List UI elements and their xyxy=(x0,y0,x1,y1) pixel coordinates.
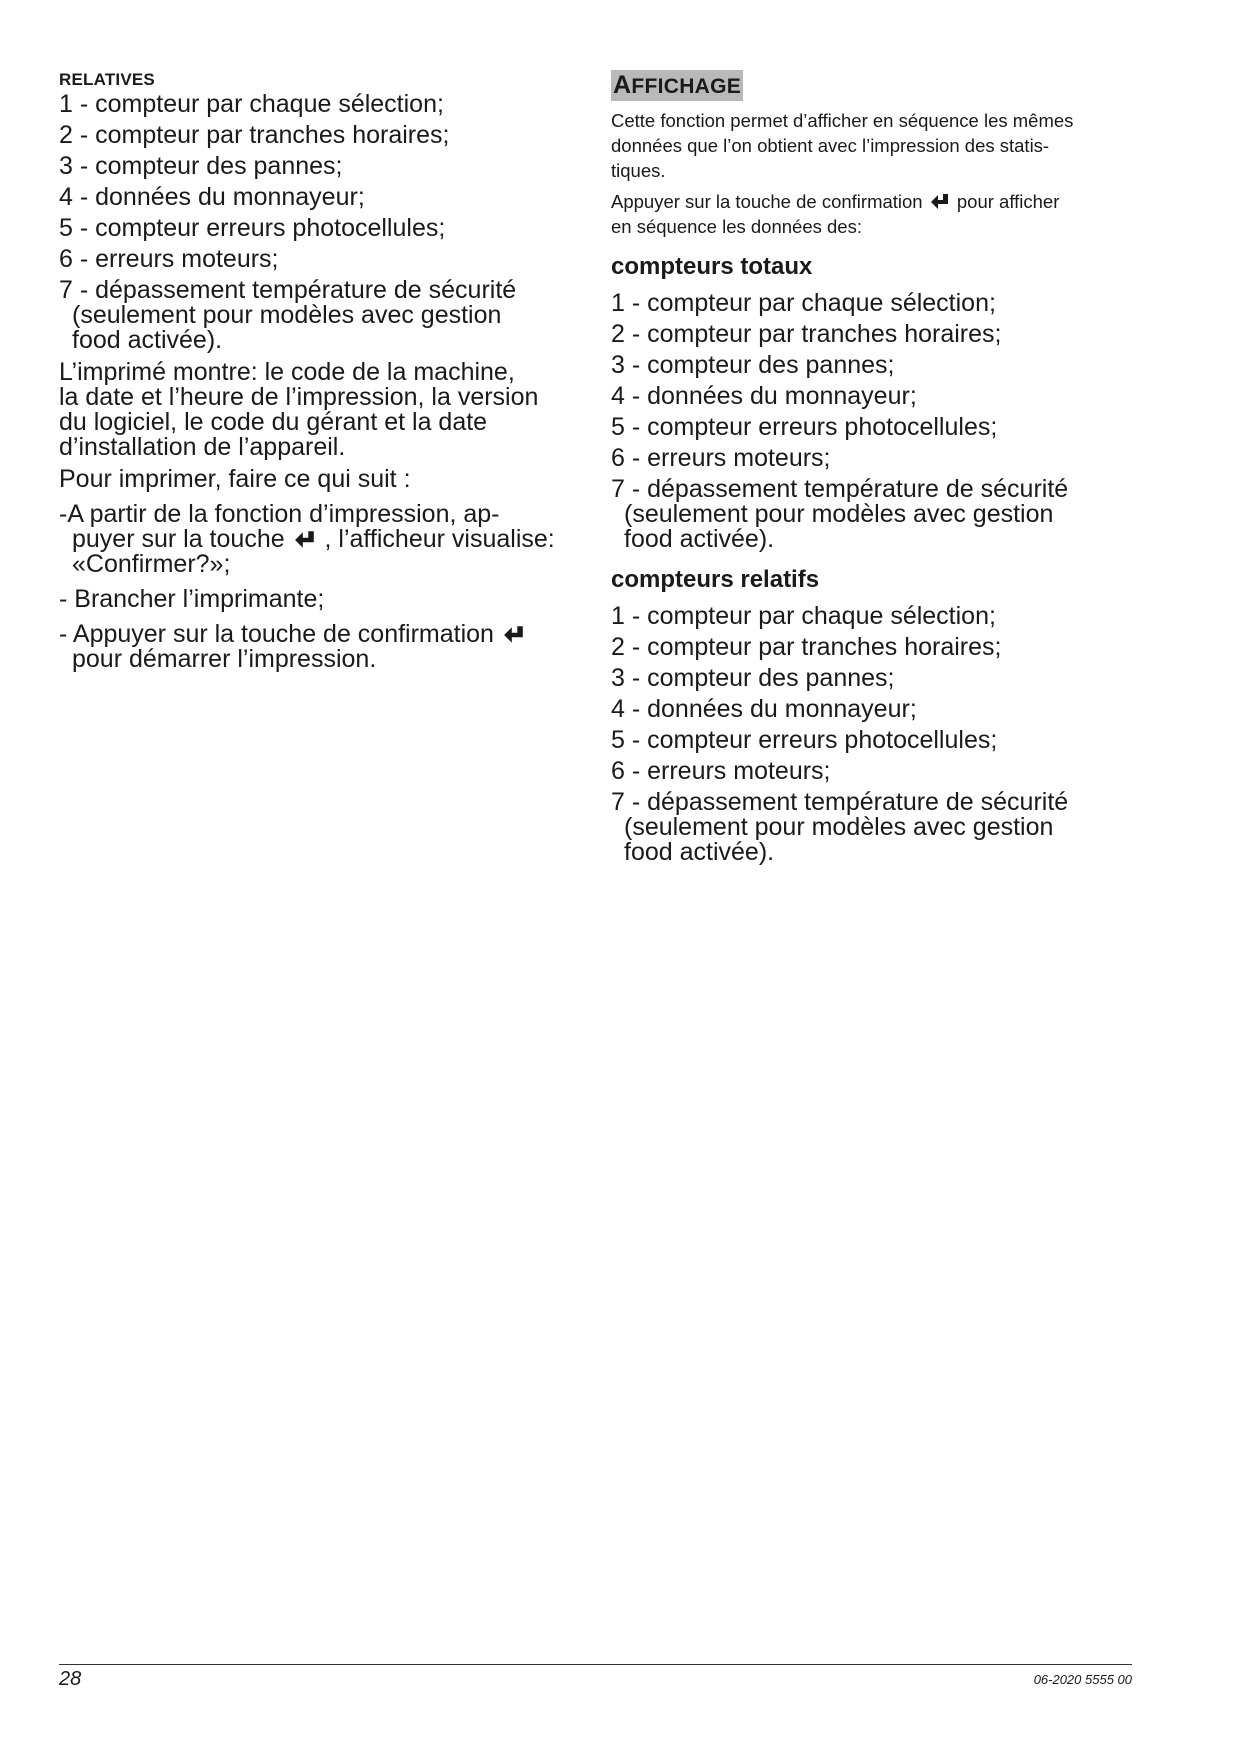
enter-key-icon xyxy=(503,625,525,645)
confirm-line2: en séquence les données des: xyxy=(611,216,862,237)
list-item: 5 - compteur erreurs photocellules; xyxy=(611,413,998,441)
list-item: 2 - compteur par tranches horaires; xyxy=(59,121,450,149)
relatives-list xyxy=(59,92,587,353)
item7-line1: 7 - dépassement température de sécurité xyxy=(611,788,1069,816)
affichage-title xyxy=(611,70,743,101)
enter-key-icon xyxy=(930,193,950,211)
step-1-line2 xyxy=(59,527,587,552)
enter-key-icon xyxy=(294,530,316,550)
step-3 xyxy=(59,622,587,672)
list-item: 3 - compteur des pannes; xyxy=(611,664,895,692)
list-item xyxy=(611,790,1141,865)
intro-line: données que l’on obtient avec l’impression des statis- xyxy=(611,135,1050,156)
confirm-line1 xyxy=(611,189,1141,214)
totaux-heading: compteurs totaux xyxy=(611,253,813,280)
title-initial: A xyxy=(613,71,632,99)
totaux-list xyxy=(611,291,1141,552)
step-1-text-a: puyer sur la touche xyxy=(72,525,285,553)
item7-line2: (seulement pour modèles avec gestion xyxy=(624,813,1054,841)
list-item: 5 - compteur erreurs photocellules; xyxy=(59,214,446,242)
step-1-line1: -A partir de la fonction d’impression, ap- xyxy=(59,500,500,528)
list-item: 6 - erreurs moteurs; xyxy=(611,757,831,785)
print-description-line: la date et l’heure de l’impression, la version xyxy=(59,383,539,411)
step-2: - Brancher l’imprimante; xyxy=(59,585,325,613)
footer-divider xyxy=(59,1664,1132,1665)
item7-line2: (seulement pour modèles avec gestion xyxy=(624,500,1054,528)
step-3-line2: pour démarrer l’impression. xyxy=(72,645,377,673)
item7-line1: 7 - dépassement température de sécurité xyxy=(611,475,1069,503)
title-rest: FFICHAGE xyxy=(631,75,742,98)
list-item xyxy=(611,477,1141,552)
step-3-line1 xyxy=(59,622,587,647)
list-item: 1 - compteur par chaque sélection; xyxy=(611,289,996,317)
list-item: 1 - compteur par chaque sélection; xyxy=(611,602,996,630)
print-description-line: d’installation de l’appareil. xyxy=(59,433,346,461)
intro-line: Cette fonction permet d’afficher en séquence les mêmes xyxy=(611,110,1074,131)
list-item: 4 - données du monnayeur; xyxy=(59,183,365,211)
document-code: 06-2020 5555 00 xyxy=(1033,1672,1132,1687)
list-item: 6 - erreurs moteurs; xyxy=(611,444,831,472)
print-description xyxy=(59,360,587,460)
confirm-text-a: Appuyer sur la touche de confirmation xyxy=(611,191,923,212)
confirm-text-b: pour afficher xyxy=(956,191,1060,212)
step-1 xyxy=(59,502,587,577)
right-column xyxy=(611,70,1141,871)
affichage-intro xyxy=(611,108,1141,183)
list-item: 1 - compteur par chaque sélection; xyxy=(59,90,444,118)
list-item: 3 - compteur des pannes; xyxy=(611,351,895,379)
list-item: 2 - compteur par tranches horaires; xyxy=(611,320,1002,348)
step-1-text-b: , l’afficheur visualise: xyxy=(324,525,555,553)
relatifs-list xyxy=(611,604,1141,865)
page-number: 28 xyxy=(59,1668,82,1690)
item7-line3: food activée). xyxy=(624,525,775,553)
relatives-heading: RELATIVES xyxy=(59,70,155,89)
step-1-line3: «Confirmer?»; xyxy=(72,550,231,578)
print-description-line: du logiciel, le code du gérant et la date xyxy=(59,408,488,436)
item7-line3: food activée). xyxy=(624,838,775,866)
item7-line2: (seulement pour modèles avec gestion xyxy=(72,301,502,329)
list-item: 4 - données du monnayeur; xyxy=(611,695,917,723)
item7-line1: 7 - dépassement température de sécurité xyxy=(59,276,517,304)
list-item: 5 - compteur erreurs photocellules; xyxy=(611,726,998,754)
print-description-line: L’imprimé montre: le code de la machine, xyxy=(59,358,515,386)
list-item: 3 - compteur des pannes; xyxy=(59,152,343,180)
intro-line: tiques. xyxy=(611,160,666,181)
relatifs-heading: compteurs relatifs xyxy=(611,566,820,593)
list-item: 2 - compteur par tranches horaires; xyxy=(611,633,1002,661)
howto-text: Pour imprimer, faire ce qui suit : xyxy=(59,465,411,493)
list-item xyxy=(59,278,587,353)
left-column xyxy=(59,70,587,682)
list-item: 6 - erreurs moteurs; xyxy=(59,245,279,273)
step-3-text: - Appuyer sur la touche de confirmation xyxy=(59,620,494,648)
item7-line3: food activée). xyxy=(72,326,223,354)
affichage-confirm xyxy=(611,189,1141,239)
list-item: 4 - données du monnayeur; xyxy=(611,382,917,410)
